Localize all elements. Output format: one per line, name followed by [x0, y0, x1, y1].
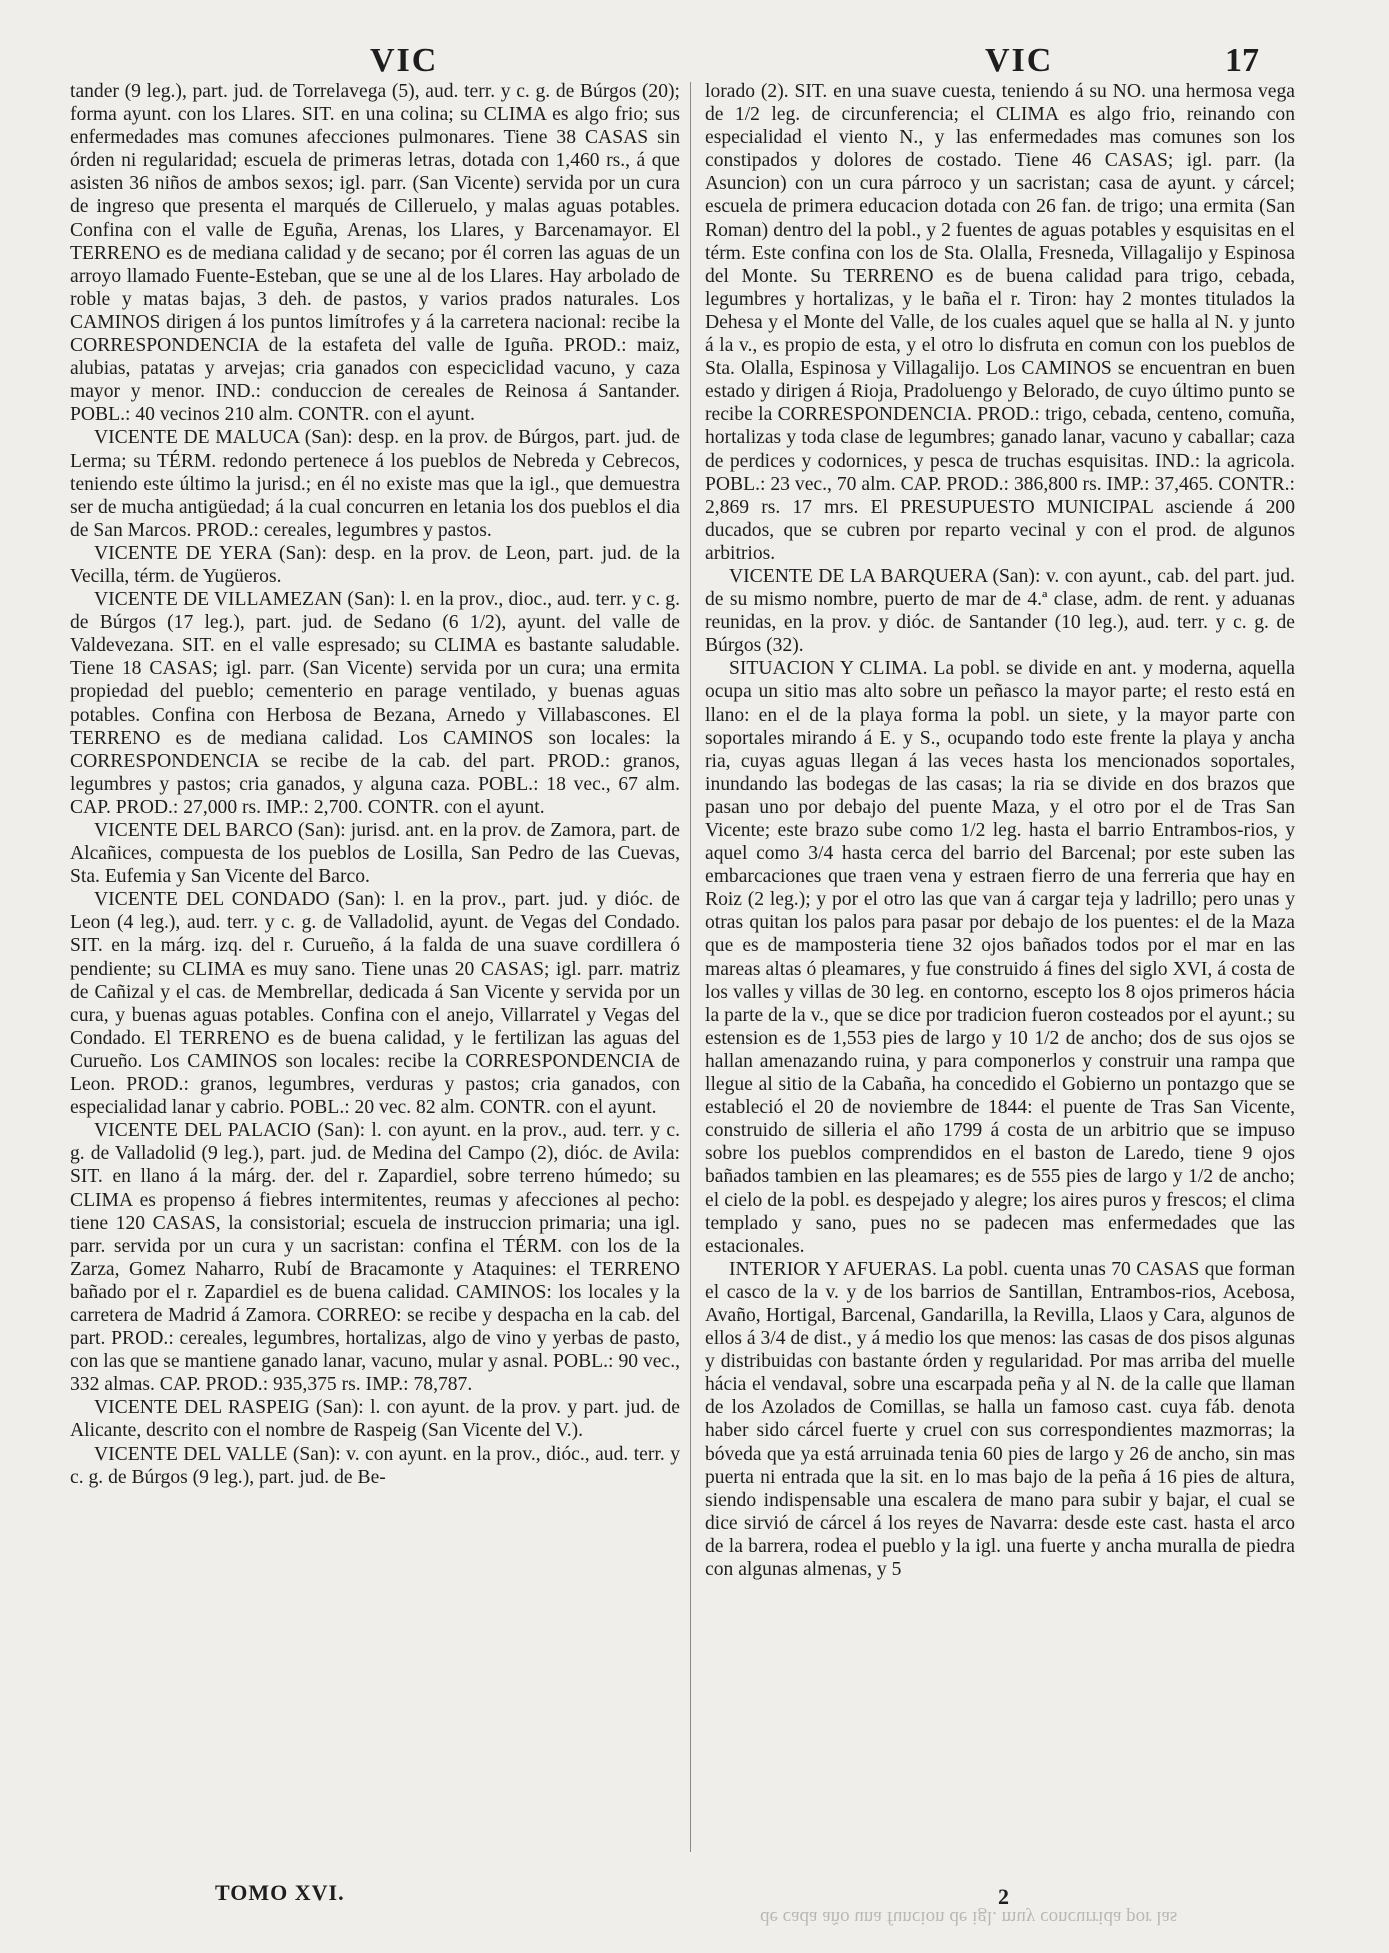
entry-vicente-de-yera: VICENTE DE YERA (San): desp. en la prov. de Leon, part. jud. de la Vecilla, térm. de Yugüeros. — [70, 542, 680, 587]
entry-vicente-de-villamezan: VICENTE DE VILLAMEZAN (San): l. en la prov., dioc., aud. terr. y c. g. de Búrgos (17 leg.), part. jud. de Sedano (6 1/2), ayunt. del valle de Valdevezana. SIT. en el valle espresado; su CLIMA es bastante saludable. Tiene 18 CASAS; igl. parr. (San Vicente) servida por un cura; una ermita propiedad del pueblo; cementerio en parage ventilado, y buenas aguas potables. Confina con Herbosa de Bezana, Arnedo y Villabascones. El TERRENO es de mediana calidad. Los CAMINOS son locales: la CORRESPONDENCIA se recibe de la cab. del part. PROD.: granos, legumbres y pastos; cria ganados, y alguna caza. POBL.: 18 vec., 67 alm. CAP. PROD.: 27,000 rs. IMP.: 2,700. CONTR. con el ayunt. — [70, 589, 680, 818]
running-header — [0, 38, 1389, 84]
entry-vicente-del-condado: VICENTE DEL CONDADO (San): l. en la prov., part. jud. y dióc. de Leon (4 leg.), aud. terr. y c. g. de Valladolid, ayunt. de Vegas del Condado. SIT. en la márg. izq. del r. Curueño, á la falda de una suave cordillera ó pendiente; su CLIMA es muy sano. Tiene unas 20 CASAS; igl. parr. matriz de Cañizal y el cas. de Membrellar, dedicada á San Vicente y servida por un cura, y buenas aguas potables. Confina con el anejo, Villarratel y Vegas del Condado. El TERRENO es de buena calidad, y le fertilizan las aguas del Curueño. Los CAMINOS son locales: recibe la CORRESPONDENCIA de Leon. PROD.: granos, legumbres, verduras y pastos; cria ganados, con especialidad lanar y cabrio. POBL.: 20 vec. 82 alm. CONTR. con el ayunt. — [70, 889, 680, 1119]
entry-continuation: tander (9 leg.), part. jud. de Torrelavega (5), aud. terr. y c. g. de Búrgos (20); forma ayunt. con los Llares. SIT. en una colina; su CLIMA es algo frio; sus enfermedades mas comunes afecciones pulmonares. Tiene 38 CASAS sin órden ni regularidad; escuela de primeras letras, dotada con 1,460 rs., á que asisten 36 niños de ambos sexos; igl. parr. (San Vicente) servida por un cura de ingreso que presenta el marqués de Cilleruelo, y malas aguas potables. Confina con el valle de Eguña, Arenas, los Llares, y Barcenamayor. El TERRENO es de mediana calidad y de secano; por él corren las aguas de un arroyo llamado Fuente-Esteban, que se une al de los Llares. Hay arbolado de roble y matas bajas, 3 deh. de pastos, y varios prados naturales. Los CAMINOS dirigen á los puntos limítrofes y á la carretera nacional: recibe la CORRESPONDENCIA de la estafeta del valle de Iguña. PROD.: maiz, alubias, patatas y arvejas; cria ganados con especiclidad vacuno, y caza mayor y menor. IND.: conduccion de cereales de Reinosa á Santander. POBL.: 40 vecinos 210 alm. CONTR. con el ayunt. — [70, 81, 680, 426]
entry-vicente-del-valle: VICENTE DEL VALLE (San): v. con ayunt. en la prov., dióc., aud. terr. y c. g. de Búrgos (9 leg.), part. jud. de Be- — [70, 1443, 680, 1488]
entry-vicente-del-raspeig: VICENTE DEL RASPEIG (San): l. con ayunt. de la prov. y part. jud. de Alicante, descrito con el nombre de Raspeig (San Vicente del V.). — [70, 1397, 680, 1442]
entry-vicente-de-la-barquera: VICENTE DE LA BARQUERA (San): v. con ayunt., cab. del part. jud. de su mismo nombre, puerto de mar de 4.ª clase, adm. de rent. y aduanas reunidas, en la prov. y dióc. de Santander (10 leg.), aud. terr. y c. g. de Búrgos (32). — [705, 565, 1295, 657]
entry-vicente-del-palacio: VICENTE DEL PALACIO (San): l. con ayunt. en la prov., aud. terr. y c. g. de Valladolid (9 leg.), part. jud. de Medina del Campo (2), dióc. de Avila: SIT. en llano á la márg. der. del r. Zapardiel, sobre terreno húmedo; su CLIMA es propenso á fiebres intermitentes, reumas y afecciones al pecho: tiene 120 CASAS, la consistorial; escuela de instruccion primaria; una igl. parr. servida por un cura y un sacristan: confina el TÉRM. con los de la Zarza, Gomez Naharro, Rubí de Bracamonte y Ataquines: el TERRENO bañado por el r. Zapardiel es de buena calidad. CAMINOS: los locales y la carretera de Madrid á Zamora. CORREO: se recibe y despacha en la cab. del part. PROD.: cereales, legumbres, hortalizas, algo de vino y yerbas de pasto, con las que se mantiene ganado lanar, vacuno, mular y asnal. POBL.: 90 vec., 332 almas. CAP. PROD.: 935,375 rs. IMP.: 78,787. — [70, 1120, 680, 1396]
right-running-title: VIC — [985, 42, 1054, 79]
left-running-title: VIC — [370, 42, 439, 79]
left-column — [70, 80, 680, 1489]
entry-vicente-de-maluca: VICENTE DE MALUCA (San): desp. en la prov. de Búrgos, part. jud. de Lerma; su TÉRM. redondo pertenece á los pueblos de Nebreda y Cebrecos, teniendo este último la jurisd.; en él no existe mas que la igl., que demuestra ser de mucha antigüedad; á la cual concurren en letania los dos pueblos el dia de San Marcos. PROD.: cereales, legumbres y pastos. — [70, 427, 680, 541]
section-interior-y-afueras: INTERIOR Y AFUERAS. La pobl. cuenta unas 70 CASAS que forman el casco de la v. y de los barrios de Santillan, Entrambos-rios, Acebosa, Avaño, Hortigal, Barcenal, Gandarilla, la Revilla, Llaos y Cara, algunos de ellos á 3/4 de dist., y á medio los que menos: las casas de dos pisos algunas y distribuidas con bastante órden y regularidad. Por mas arriba del muelle hácia el vendaval, sobre una escarpada peña y al N. de la calle que llaman de los Azolados de Comillas, se halla un famoso cast. cuya fáb. denota haber sido cárcel fuerte y cruel con sus correspondientes mazmorras; la bóveda que ya está arruinada tenia 60 pies de largo y 26 de ancho, sin mas puerta ni entrada que la sit. en lo mas bajo de la peña á 16 pies de altura, siendo indispensable una escalera de mano para subir y bajar, el cual se dice sirvió de cárcel á los reyes de Navarra: desde este cast. hasta el arco de la barrera, rodea el pueblo y la igl. una fuerte y ancha muralla de piedra con algunas almenas, y 5 — [705, 1258, 1295, 1580]
column-divider — [690, 82, 691, 1852]
bleed-through-text: de cada año una funcion de igl. muy concurrida por las — [760, 1907, 1178, 1928]
entry-continuation-valle: lorado (2). SIT. en una suave cuesta, teniendo á su NO. una hermosa vega de 1/2 leg. de circunferencia; el CLIMA es algo frio, reinando con especialidad el viento N., y las enfermedades mas comunes son los constipados y dolores de costado. Tiene 46 CASAS; igl. parr. (la Asuncion) con un cura párroco y un sacristan; casa de ayunt. y cárcel; escuela de primera educacion dotada con 26 fan. de trigo; una ermita (San Roman) dentro del la pobl., y 2 fuentes de aguas potables y esquisitas en el térm. Este confina con los de Sta. Olalla, Fresneda, Villagalijo y Espinosa del Monte. Su TERRENO es de buena calidad para trigo, cebada, legumbres y hortalizas, y le baña el r. Tiron: hay 2 montes titulados la Dehesa y el Monte del Valle, de los cuales aquel que se halla al N. y junto á la v., es propio de esta, y el otro lo disfruta en comun con los pueblos de Sta. Olalla, Espinosa y Villagalijo. Los CAMINOS se encuentran en buen estado y dirigen á Rioja, Pradoluengo y Belorado, de cuyo último punto se recibe la CORRESPONDENCIA. PROD.: trigo, cebada, centeno, comuña, hortalizas y toda clase de legumbres; ganado lanar, vacuno y caballar; caza de perdices y codornices, y pesca de truchas esquisitas. IND.: la agricola. POBL.: 23 vec., 70 alm. CAP. PROD.: 386,800 rs. IMP.: 37,465. CONTR.: 2,869 rs. 17 mrs. El PRESUPUESTO MUNICIPAL asciende á 200 ducados, que se cubren por reparto vecinal y con el prod. de algunos arbitrios. — [705, 81, 1295, 564]
volume-footer: TOMO XVI. — [215, 1880, 345, 1905]
right-column — [705, 80, 1295, 1581]
section-situacion-y-clima: SITUACION Y CLIMA. La pobl. se divide en ant. y moderna, aquella ocupa un sitio mas alto sobre un peñasco la mayor parte; el resto está en llano: en el de la playa forma la pobl. un siete, y la mayor parte con soportales mirando á E. y S., ocupando todo este frente la playa y ancha ria, cuyas aguas llegan á las veces hasta los mencionados soportales, inundando las bodegas de las casas; la ria se divide en dos brazos que pasan uno por debajo del puente Maza, y el otro por el de Tras San Vicente; este brazo sube como 1/2 leg. hasta el barrio Entrambos-rios, y aquel como 3/4 hasta cerca del barrio del Barcenal; por este suben las embarcaciones que traen vena y estraen fierro de una ferreria que hay en Roiz (2 leg.); y por el otro las que van á cargar teja y ladrillo; pero unas y otras quitan los palos para pasar por debajo de los puentes: el de la Maza que es de mamposteria tiene 32 ojos bañados todos por el mar en las mareas altas ó pleamares, y fue construido á fines del siglo XVI, á costa de los valles y villas de 30 leg. en contorno, escepto los 8 ojos primeros hácia la parte de la v., que se dice por tradicion fueron costeados por el ayunt.; su estension es de 1,553 pies de largo y 10 1/2 de ancho; dos de sus ojos se hallan amenazando ruina, y para componerlos y construir una rampa que llegue al sitio de la Cabaña, ha concedido el Gobierno un pontazgo que se estableció el 20 de noviembre de 1844: el puente de Tras San Vicente, construido de silleria el año 1799 á costa de un arbitrio que se impuso sobre los pueblos comprendidos en el baston de Laredo, tiene 9 ojos bañados tambien en las pleamares; es de 555 pies de largo y 1/2 de ancho; el cielo de la pobl. es despejado y alegre; los aires puros y frescos; el clima templado y sano, pues no se padecen mas enfermedades que las estacionales. — [705, 658, 1295, 1257]
signature-mark: 2 — [998, 1884, 1009, 1909]
page-number: 17 — [1225, 42, 1259, 79]
entry-vicente-del-barco: VICENTE DEL BARCO (San): jurisd. ant. en la prov. de Zamora, part. de Alcañices, compuesta de los pueblos de Losilla, San Pedro de las Cuevas, Sta. Eufemia y San Vicente del Barco. — [70, 820, 680, 888]
